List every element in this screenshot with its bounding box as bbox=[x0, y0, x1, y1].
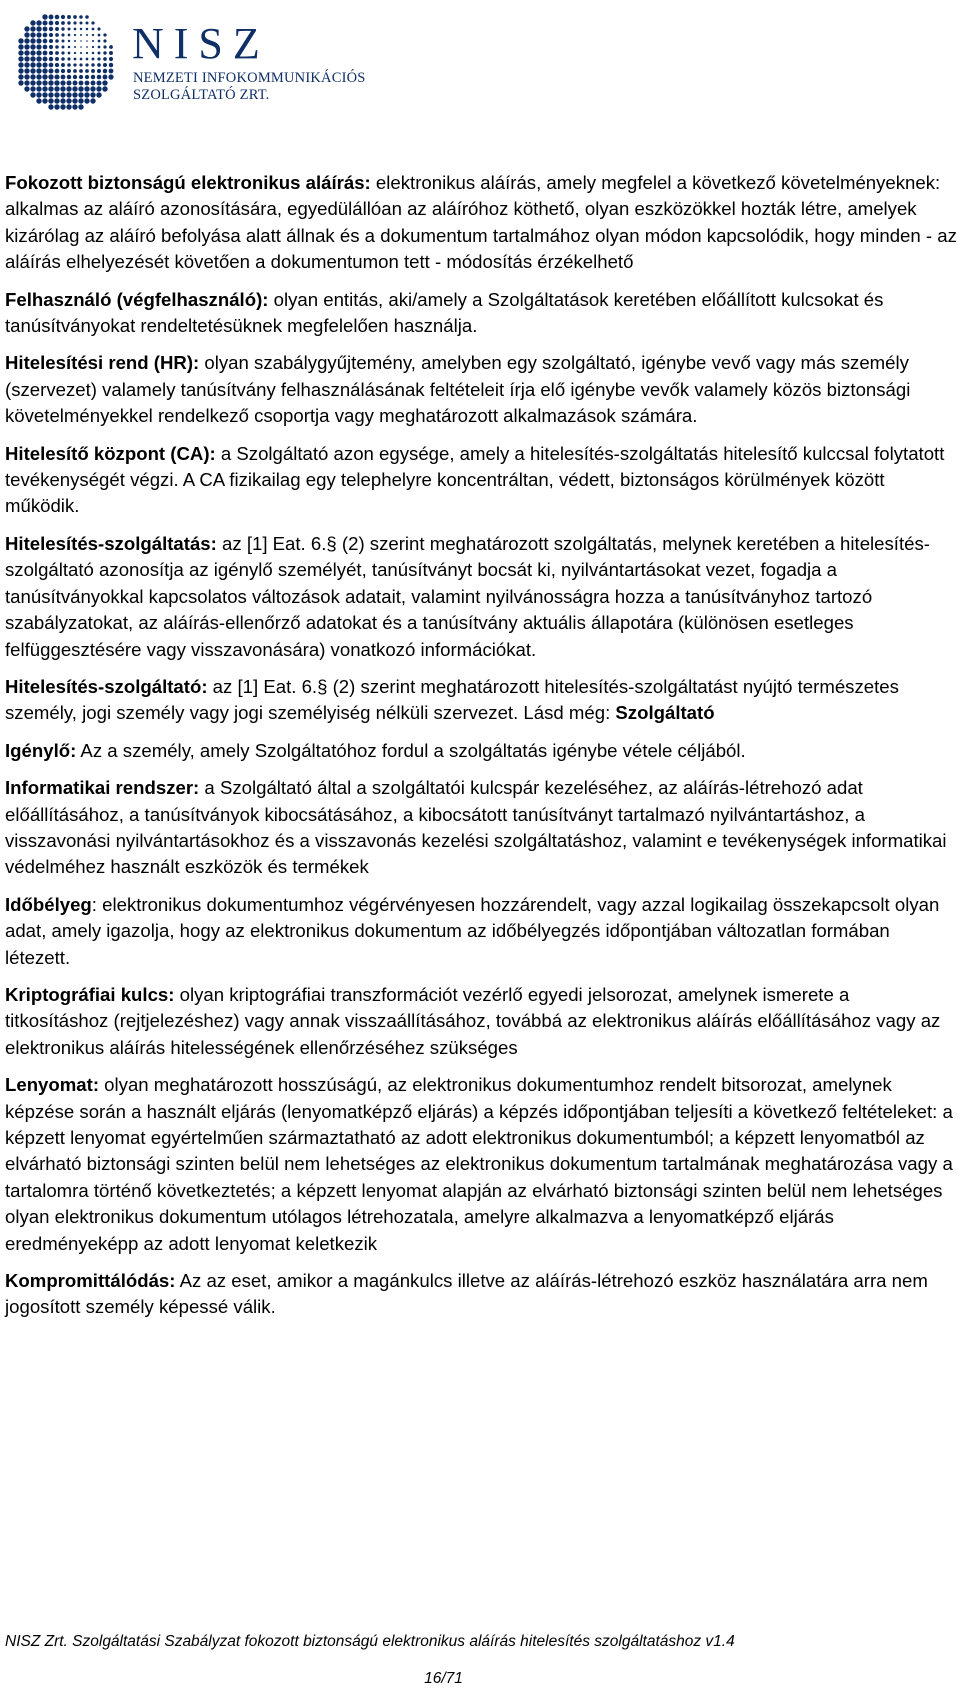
definition-item bbox=[5, 738, 957, 764]
definition-text: olyan entitás, aki/amely a Szolgáltatások keretében előállított kulcsokat és tanúsítványokat rendeltetésüknek megfelelően használja. bbox=[5, 288, 884, 337]
logo-dot bbox=[42, 80, 47, 85]
logo-dot bbox=[79, 81, 84, 86]
logo-dot bbox=[48, 86, 53, 91]
page-footer-text: NISZ Zrt. Szolgáltatási Szabályzat fokozott biztonságú elektronikus aláírás hitelesítés szolgáltatáshoz v1.4 bbox=[5, 1633, 735, 1650]
logo-dot bbox=[103, 51, 106, 54]
logo-dot bbox=[60, 80, 65, 85]
logo-dot bbox=[90, 86, 95, 91]
logo-dot bbox=[73, 63, 76, 66]
logo-dot bbox=[60, 98, 65, 103]
logo-dot bbox=[30, 26, 35, 31]
logo-dot bbox=[49, 27, 53, 31]
logo-subtitle bbox=[133, 70, 366, 104]
logo-dot bbox=[49, 51, 53, 55]
logo-subtitle-line2: SZOLGÁLTATÓ ZRT. bbox=[133, 87, 270, 103]
logo-dot bbox=[74, 46, 76, 48]
logo-dot bbox=[42, 62, 47, 67]
definition-text: az [1] Eat. 6.§ (2) szerint meghatározott hitelesítés-szolgáltatást nyújtó természetes személy, jogi személy vagy jogi személyiség nélküli szervezet. bbox=[5, 675, 899, 724]
logo-dot bbox=[24, 44, 29, 49]
logo-dot bbox=[67, 21, 70, 24]
logo-dot bbox=[60, 92, 65, 97]
logo-dot bbox=[36, 86, 41, 91]
logo-dot bbox=[48, 68, 53, 73]
dotted-sphere-logo-icon bbox=[10, 6, 120, 116]
definition-item bbox=[5, 170, 957, 276]
logo-dot bbox=[48, 104, 53, 109]
logo-dot bbox=[43, 27, 48, 32]
logo-dot bbox=[80, 28, 82, 30]
logo-dot bbox=[36, 56, 41, 61]
logo-dot bbox=[66, 86, 71, 91]
definition-ref-prefix: Lásd még: bbox=[518, 702, 616, 724]
logo-dot bbox=[74, 34, 76, 36]
logo-dot bbox=[68, 34, 71, 37]
logo-dot bbox=[18, 50, 23, 55]
logo-dot bbox=[92, 34, 94, 36]
logo-dot bbox=[66, 98, 71, 103]
logo-dot bbox=[49, 33, 53, 37]
logo-dot bbox=[92, 46, 94, 48]
logo-dot bbox=[68, 28, 71, 31]
logo-dot bbox=[68, 46, 71, 49]
logo-dot bbox=[24, 62, 29, 67]
logo-dot bbox=[80, 46, 82, 48]
logo-dot bbox=[103, 69, 107, 73]
logo-dot bbox=[80, 58, 83, 61]
logo-dot bbox=[30, 74, 35, 79]
logo-dot bbox=[24, 80, 29, 85]
definition-text: a Szolgáltató által a szolgáltatói kulcspár kezeléséhez, az aláírás-létrehozó adat előállításához, a tanúsítványok kibocsátásához, a kibocsátott tanúsítványt tartalmazó nyilvántartáshoz, a visszavonási nyilvántartásokhoz és a visszavonás kezelési szolgáltatáshoz, valamint e tevékenységek informatikai védelméhez használt eszközök és termékek bbox=[5, 777, 947, 878]
logo-dot bbox=[55, 39, 59, 43]
definition-item bbox=[5, 531, 957, 663]
logo-dot bbox=[92, 58, 95, 61]
logo-dot bbox=[103, 75, 108, 80]
definition-text: Az az eset, amikor a magánkulcs illetve az aláírás-létrehozó eszköz használatára arra nem jogosított személy képessé válik. bbox=[5, 1270, 928, 1318]
definition-text: elektronikus aláírás, amely megfelel a következő követelményeknek: alkalmas az aláíró azonosítására, egyedülállóan az aláíróhoz köthető, olyan eszközökkel hozták létre, amelyek kizárólag az aláíró befolyása alatt állnak és a dokumentum tartalmához olyan módon kapcsolódik, hogy minden - az aláírás elhelyezését követően a dokumentumon tett - módosítás érzékelhető bbox=[5, 172, 957, 273]
logo-dot bbox=[61, 39, 64, 42]
definition-term: Igénylő: bbox=[5, 739, 77, 761]
definition-term: Hitelesítő központ (CA): bbox=[5, 442, 216, 464]
logo-dot bbox=[55, 15, 60, 20]
logo-dot bbox=[73, 75, 77, 79]
logo-dot bbox=[36, 44, 41, 49]
definition-item bbox=[5, 775, 957, 881]
logo-dot bbox=[49, 39, 53, 43]
logo-dot bbox=[79, 69, 83, 73]
logo-dot bbox=[24, 32, 29, 37]
logo-dot bbox=[24, 68, 29, 73]
definition-item bbox=[5, 982, 957, 1061]
logo-dot bbox=[18, 74, 23, 79]
logo-dot bbox=[61, 75, 66, 80]
logo-dot bbox=[78, 86, 83, 91]
logo-dot bbox=[85, 63, 88, 66]
logo-dot bbox=[79, 21, 82, 24]
logo-dot bbox=[80, 40, 81, 41]
logo-dot bbox=[109, 57, 113, 61]
logo-dot bbox=[30, 86, 35, 91]
definition-term: Hitelesítés-szolgáltatás: bbox=[5, 532, 217, 554]
logo-dot bbox=[96, 92, 101, 97]
logo-dot bbox=[74, 52, 76, 54]
logo-dot bbox=[61, 45, 64, 48]
logo-dot bbox=[98, 52, 101, 55]
logo-dot bbox=[97, 75, 102, 80]
logo-dot bbox=[30, 50, 35, 55]
logo-dot bbox=[92, 40, 94, 42]
logo-dot bbox=[54, 74, 59, 79]
logo-dot bbox=[92, 52, 94, 54]
logo-dot bbox=[55, 27, 59, 31]
logo-dot bbox=[109, 69, 114, 74]
logo-dot bbox=[67, 69, 71, 73]
definition-text: olyan szabálygyűjtemény, amelyben egy szolgáltató, igénybe vevő vagy más személy (szervezet) valamely tanúsítvány felhasználásának feltételeit írja elő igénybe vevők valamely közös biztonsági követelményekkel rendelkező csoportja vagy meghatározott alkalmazások számára. bbox=[5, 352, 911, 427]
definition-text: olyan meghatározott hosszúságú, az elektronikus dokumentumhoz rendelt bitsorozat, amelynek képzése során a használt eljárás (lenyomatképző eljárás) a képzés időpontjában teljesíti a következő feltételeket: a képzett lenyomat egyértelműen származtatható az adott elektronikus dokumentumból; a képzett lenyomatból az elvárható biztonsági szinten belül nem lehetséges az elektronikus dokumentum tartalmának meghatározása vagy a tartalomra történő következtetés; a képzett lenyomat alapján az elvárható biztonsági szinten belül nem lehetséges olyan elektronikus dokumentum utólagos létrehozatala, amelyre alkalmazva a lenyomatképző eljárás eredményeképp az adott lenyomat keletkezik bbox=[5, 1074, 953, 1254]
logo-dot bbox=[79, 15, 83, 19]
logo-dot bbox=[80, 34, 82, 36]
logo-dot bbox=[61, 15, 65, 19]
logo-dot bbox=[55, 57, 59, 61]
logo-dot bbox=[67, 75, 72, 80]
logo-dot bbox=[86, 28, 89, 31]
logo-dot bbox=[78, 104, 83, 109]
logo-dot bbox=[86, 40, 88, 42]
logo-dot bbox=[36, 98, 41, 103]
logo-dot bbox=[18, 62, 23, 67]
definition-term: Időbélyeg bbox=[5, 893, 92, 915]
logo-dot bbox=[102, 80, 107, 85]
logo-dot bbox=[78, 98, 83, 103]
logo-dot bbox=[109, 51, 113, 55]
logo-dot bbox=[60, 104, 65, 109]
logo-dot bbox=[48, 92, 53, 97]
logo-dot bbox=[24, 38, 29, 43]
logo-dot bbox=[86, 34, 88, 36]
logo-dot bbox=[30, 56, 35, 61]
logo-dot bbox=[84, 86, 89, 91]
logo-dot bbox=[55, 63, 59, 67]
definition-text: : elektronikus dokumentumhoz végérvényesen hozzárendelt, vagy azzal logikailag összekapcsolt olyan adat, amely igazolja, hogy az elektronikus dokumentum az időbélyegzés időpontjában változatlan formában létezett. bbox=[5, 893, 940, 968]
logo-dot bbox=[68, 52, 71, 55]
logo-dot bbox=[85, 21, 88, 24]
logo-dot bbox=[68, 40, 70, 42]
logo-dot bbox=[85, 75, 89, 79]
logo-dot bbox=[72, 104, 77, 109]
logo-dot bbox=[66, 92, 71, 97]
logo-dot bbox=[97, 57, 100, 60]
logo-dot bbox=[18, 80, 23, 85]
logo-dot bbox=[96, 80, 101, 85]
logo-dot bbox=[36, 38, 41, 43]
definition-item bbox=[5, 1268, 957, 1321]
logo-dot bbox=[103, 33, 106, 36]
logo-dot bbox=[36, 80, 41, 85]
logo-dot bbox=[49, 57, 53, 61]
definition-term: Kriptográfiai kulcs: bbox=[5, 983, 175, 1005]
logo-dot bbox=[73, 69, 77, 73]
logo-dot bbox=[109, 45, 113, 49]
logo-dot bbox=[54, 104, 59, 109]
logo-dot bbox=[36, 26, 41, 31]
logo-dot bbox=[74, 28, 77, 31]
logo-dot bbox=[72, 98, 77, 103]
logo-dot bbox=[72, 86, 77, 91]
logo-dot bbox=[18, 38, 23, 43]
logo-dot bbox=[98, 46, 101, 49]
logo-dot bbox=[61, 57, 65, 61]
logo-dot bbox=[24, 86, 29, 91]
definition-term: Hitelesítési rend (HR): bbox=[5, 352, 200, 374]
logo-dot bbox=[49, 63, 54, 68]
logo-dot bbox=[86, 52, 88, 54]
logo-dot bbox=[54, 80, 59, 85]
logo-dot bbox=[79, 63, 82, 66]
logo-dot bbox=[36, 32, 41, 37]
logo-dot bbox=[30, 80, 35, 85]
logo-dot bbox=[42, 68, 47, 73]
logo-dot bbox=[36, 62, 41, 67]
logo-dot bbox=[103, 63, 107, 67]
logo-dot bbox=[36, 74, 41, 79]
definition-text: a Szolgáltató azon egysége, amely a hitelesítés-szolgáltatás hitelesítő kulccsal folytatott tevékenységét végzi. A CA fizikailag egy telephelyre koncentráltan, védett, biztonságos körülmények között működik. bbox=[5, 442, 945, 517]
logo-dot bbox=[67, 57, 70, 60]
logo-dot bbox=[78, 92, 83, 97]
definition-term: Felhasználó (végfelhasználó): bbox=[5, 288, 269, 310]
logo-dot bbox=[96, 86, 101, 91]
logo-dot bbox=[18, 44, 23, 49]
logo-dot bbox=[80, 52, 82, 54]
logo-dot bbox=[98, 40, 101, 43]
definition-term: Hitelesítés-szolgáltató: bbox=[5, 675, 208, 697]
logo-dot bbox=[91, 75, 95, 79]
logo-dot bbox=[91, 21, 94, 24]
logo-dot bbox=[92, 28, 95, 31]
logo-dot bbox=[103, 57, 107, 61]
logo-dot bbox=[67, 15, 71, 19]
logo-dot bbox=[61, 21, 65, 25]
logo-dot bbox=[85, 15, 89, 19]
logo-dot bbox=[30, 62, 35, 67]
logo-dot bbox=[55, 45, 59, 49]
logo-dot bbox=[54, 92, 59, 97]
logo-dot bbox=[24, 56, 29, 61]
logo-dot bbox=[42, 98, 47, 103]
logo-dot bbox=[30, 32, 35, 37]
logo-dot bbox=[30, 20, 35, 25]
logo-dot bbox=[48, 98, 53, 103]
document-header bbox=[10, 6, 390, 116]
logo-dot bbox=[66, 104, 71, 109]
page-number: 16/71 bbox=[424, 1670, 463, 1687]
logo-dot bbox=[103, 39, 106, 42]
definition-cross-reference: Szolgáltató bbox=[615, 702, 715, 724]
logo-dot bbox=[67, 63, 71, 67]
logo-dot bbox=[30, 92, 35, 97]
logo-dot bbox=[48, 80, 53, 85]
logo-dot bbox=[55, 33, 59, 37]
logo-dot bbox=[73, 81, 78, 86]
logo-dot bbox=[85, 81, 90, 86]
logo-dot bbox=[61, 33, 64, 36]
logo-dot bbox=[61, 69, 65, 73]
logo-dot bbox=[73, 21, 76, 24]
logo-dot bbox=[97, 69, 101, 73]
definitions-list bbox=[5, 170, 957, 1332]
logo-dot bbox=[66, 80, 71, 85]
logo-dot bbox=[36, 20, 41, 25]
logo-dot bbox=[24, 74, 29, 79]
logo-dot bbox=[61, 27, 64, 30]
logo-dot bbox=[85, 69, 89, 73]
logo-dot bbox=[42, 74, 47, 79]
definition-term: Informatikai rendszer: bbox=[5, 777, 200, 799]
definition-item bbox=[5, 287, 957, 340]
logo-dot bbox=[72, 92, 77, 97]
logo-dot bbox=[54, 86, 59, 91]
definition-text: az [1] Eat. 6.§ (2) szerint meghatározott szolgáltatás, melynek keretében a hitelesítés-szolgáltató azonosítja az igénylő személyét, tanúsítványt bocsát ki, nyilvántartásokat vezet, fogadja a tanúsítványokkal kapcsolatos változások adatait, valamint nyilvánosságra hozza a tanúsítványhoz tartozó szabályzatokat, az aláírás-ellenőrző adatokat és a tanúsítvány aktuális állapotára (különösen esetleges felfüggesztésére vagy visszavonására) vonatkozó információkat. bbox=[5, 532, 930, 660]
logo-dot bbox=[43, 39, 48, 44]
logo-dot bbox=[79, 75, 83, 79]
definition-text: olyan kriptográfiai transzformációt vezérlő egyedi jelsorozat, amelynek ismerete a titkosításhoz (rejtjelezéshez) vagy annak visszaállításához, továbbá az elektronikus aláírás előállításához vagy az elektronikus aláírás hitelességének ellenőrzéséhez szükséges bbox=[5, 983, 941, 1058]
logo-dot bbox=[42, 92, 47, 97]
logo-dot bbox=[102, 86, 107, 91]
logo-dot bbox=[42, 14, 47, 19]
logo-dot bbox=[109, 63, 113, 67]
definition-text: Az a személy, amely Szolgáltatóhoz fordul a szolgáltatás igénybe vétele céljából. bbox=[76, 739, 746, 761]
logo-dot bbox=[73, 15, 77, 19]
logo-dot bbox=[60, 86, 65, 91]
logo-dot bbox=[30, 44, 35, 49]
logo-dot bbox=[84, 98, 89, 103]
definition-term: Kompromittálódás: bbox=[5, 1270, 176, 1292]
logo-dot bbox=[97, 63, 101, 67]
logo-dot bbox=[55, 51, 59, 55]
logo-dot bbox=[98, 34, 101, 37]
logo-dot bbox=[74, 40, 76, 42]
logo-dot bbox=[90, 98, 95, 103]
logo-dot bbox=[43, 57, 48, 62]
logo-dot bbox=[84, 92, 89, 97]
logo-dot bbox=[55, 21, 59, 25]
logo-dot bbox=[18, 68, 23, 73]
logo-dot bbox=[49, 15, 54, 20]
logo-dot bbox=[42, 86, 47, 91]
logo-dot bbox=[54, 98, 59, 103]
logo-dot bbox=[43, 51, 48, 56]
definition-item bbox=[5, 1072, 957, 1257]
logo-dot bbox=[108, 74, 113, 79]
definition-item bbox=[5, 441, 957, 520]
definition-term: Fokozott biztonságú elektronikus aláírás: bbox=[5, 172, 371, 193]
logo-dot bbox=[49, 21, 54, 26]
logo-dot bbox=[91, 69, 95, 73]
logo-dot bbox=[97, 27, 100, 30]
logo-dot bbox=[91, 81, 96, 86]
logo-dot bbox=[86, 58, 89, 61]
logo-dot bbox=[61, 51, 64, 54]
logo-dot bbox=[43, 33, 48, 38]
logo-dot bbox=[49, 45, 53, 49]
logo-dot bbox=[36, 68, 41, 73]
logo-dot bbox=[61, 63, 65, 67]
logo-dot bbox=[43, 45, 48, 50]
logo-dot bbox=[42, 20, 47, 25]
logo-dot bbox=[103, 45, 106, 48]
logo-dot bbox=[74, 58, 77, 61]
definition-item bbox=[5, 892, 957, 971]
logo-name: NISZ bbox=[132, 19, 270, 68]
logo-subtitle-line1: NEMZETI INFOKOMMUNIKÁCIÓS bbox=[133, 70, 366, 86]
logo-dot bbox=[48, 74, 53, 79]
logo-dot bbox=[36, 92, 41, 97]
logo-dot bbox=[91, 63, 94, 66]
definition-item bbox=[5, 674, 957, 727]
logo-dot bbox=[55, 69, 60, 74]
definition-term: Lenyomat: bbox=[5, 1074, 100, 1096]
logo-dot bbox=[18, 56, 23, 61]
logo-dot bbox=[36, 50, 41, 55]
definition-item bbox=[5, 350, 957, 429]
logo-dot bbox=[30, 68, 35, 73]
logo-dot bbox=[86, 46, 88, 48]
logo-dot bbox=[30, 38, 35, 43]
logo-dot bbox=[90, 92, 95, 97]
logo-dot bbox=[24, 26, 29, 31]
logo-dot bbox=[24, 50, 29, 55]
